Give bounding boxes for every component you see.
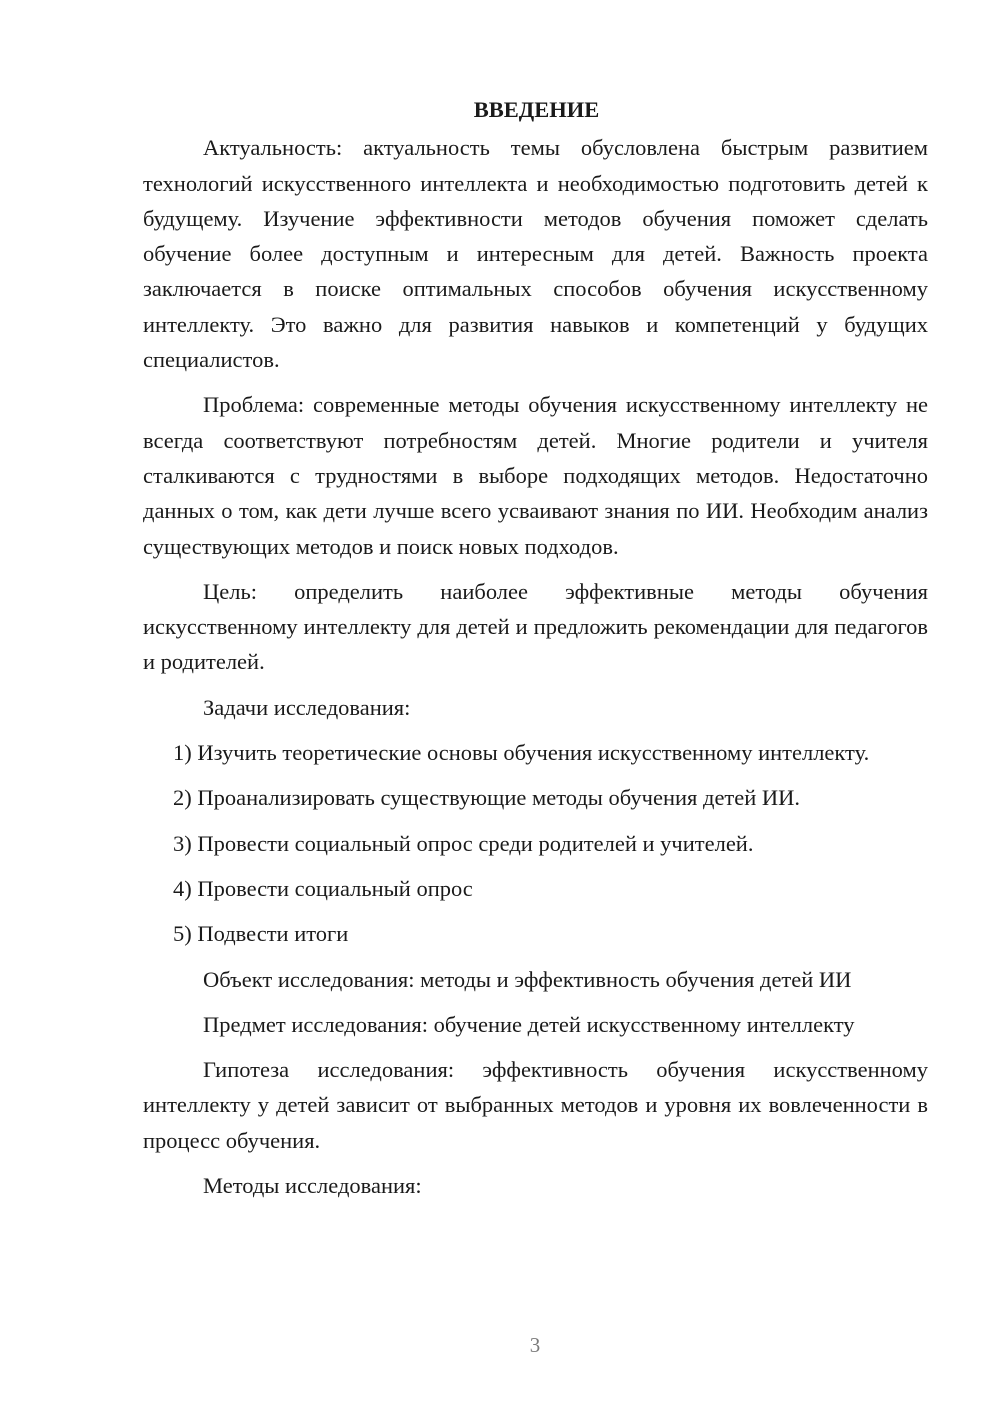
hypothesis-paragraph: Гипотеза исследования: эффективность обучения искусственному интеллекту у детей зависит от выбранных методов и уровня их вовлеченности в процесс обучения. xyxy=(143,1057,928,1153)
methods-heading: Методы исследования: xyxy=(203,1173,422,1199)
problem-paragraph: Проблема: современные методы обучения искусственному интеллекту не всегда соответствуют потребностям детей. Многие родители и учителя сталкиваются с трудностями в выборе подходящих методов. Недостаточно данных о том, как дети лучше всего усваивают знания по ИИ. Необходим анализ существующих методов и поиск новых подходов. xyxy=(143,392,928,559)
task-item: 2) Проанализировать существующие методы обучения детей ИИ. xyxy=(173,785,801,811)
page-number: 3 xyxy=(529,1333,541,1357)
goal-paragraph: Цель: определить наиболее эффективные методы обучения искусственному интеллекту для детей и предложить рекомендации для педагогов и родителей. xyxy=(143,578,928,675)
task-item: 3) Провести социальный опрос среди родителей и учителей. xyxy=(173,830,754,856)
tasks-heading: Задачи исследования: xyxy=(203,694,411,720)
task-item: 5) Подвести итоги xyxy=(173,921,349,947)
task-item: 1) Изучить теоретические основы обучения искусственному интеллекту. xyxy=(173,740,870,766)
research-subject: Предмет исследования: обучение детей искусственному интеллекту xyxy=(203,1011,855,1037)
section-title: ВВЕДЕНИЕ xyxy=(473,97,600,122)
relevance-paragraph: Актуальность: актуальность темы обусловлена быстрым развитием технологий искусственного интеллекта и необходимостью подготовить детей к будущему. Изучение эффективности методов обучения поможет сделать обучение более доступным и интересным для детей. Важность проекта заключается в поиске оптимальных способов обучения искусственному интеллекту. Это важно для развития навыков и компетенций у будущих специалистов. xyxy=(143,135,928,373)
research-object: Объект исследования: методы и эффективность обучения детей ИИ xyxy=(203,966,852,992)
page-content xyxy=(143,92,928,1213)
task-item: 4) Провести социальный опрос xyxy=(173,875,473,901)
